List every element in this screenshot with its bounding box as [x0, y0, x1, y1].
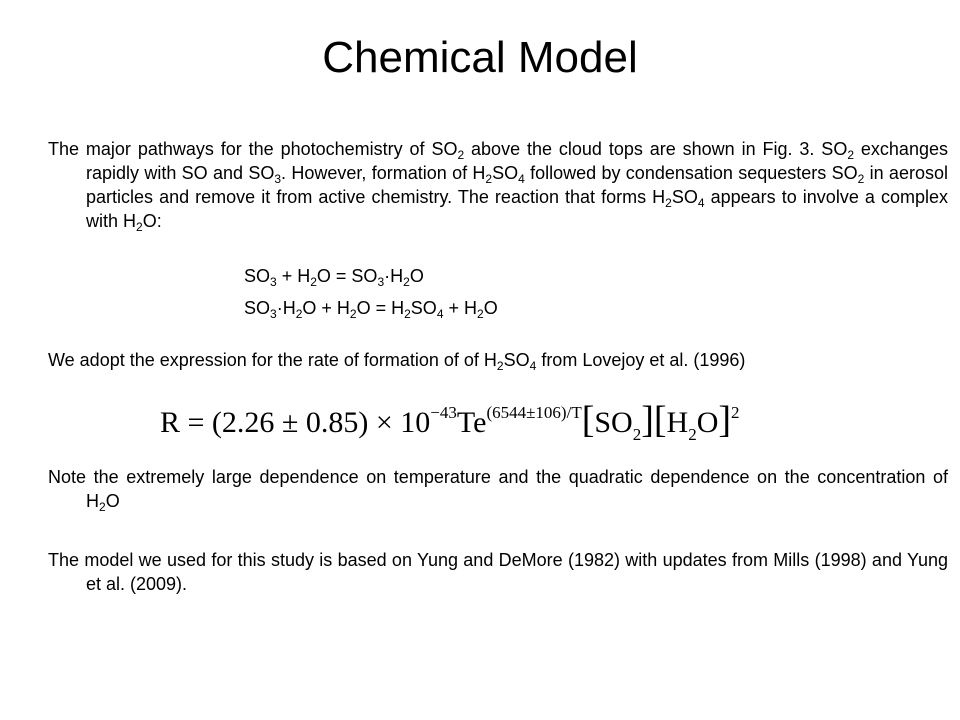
subscript: 2 — [310, 275, 317, 289]
subscript: 2 — [99, 500, 106, 514]
bracket: [ — [653, 399, 667, 441]
formula-te: Te — [456, 406, 487, 439]
text: + H — [443, 298, 478, 318]
subscript: 2 — [136, 220, 143, 234]
text: We adopt the expression for the rate of formation of of H — [48, 350, 497, 370]
subscript: 4 — [529, 359, 537, 373]
text: ·H — [384, 266, 404, 286]
text: The model we used for this study is based on Yung and DeMore (1982) with updates from Mills (1998) and Yung et al. (2009). — [48, 550, 948, 594]
slide-title: Chemical Model — [322, 33, 638, 82]
subscript: 2 — [477, 307, 484, 321]
paragraph-model-source — [48, 548, 948, 596]
text: from Lovejoy et al. (1996) — [536, 350, 746, 370]
text: SO — [244, 266, 271, 286]
reaction-equation-1 — [244, 264, 424, 288]
text: SO — [492, 163, 519, 183]
subscript: 3 — [377, 275, 385, 289]
text: The major pathways for the photochemistry of SO — [48, 139, 458, 159]
subscript: 2 — [857, 172, 865, 186]
subscript: 2 — [485, 172, 493, 186]
paragraph-pathways — [48, 137, 948, 233]
text: O = SO — [316, 266, 378, 286]
text: O: — [142, 211, 162, 231]
text: O — [409, 266, 424, 286]
text: O + H — [302, 298, 350, 318]
bracket: [ — [581, 399, 595, 441]
subscript: 3 — [270, 275, 277, 289]
formula-exponent: (6544±106)/T — [486, 403, 582, 422]
formula-so: SO — [594, 406, 633, 439]
subscript: 2 — [847, 148, 855, 162]
text: O = H — [356, 298, 405, 318]
text: . However, formation of H — [281, 163, 486, 183]
text: SO — [244, 298, 271, 318]
subscript: 2 — [496, 359, 504, 373]
subscript: 2 — [632, 425, 642, 444]
reaction-equation-2 — [244, 296, 498, 320]
subscript: 2 — [457, 148, 465, 162]
text: O — [483, 298, 498, 318]
text: SO — [410, 298, 437, 318]
text: in aerosol particles and remove it from active chemistry. The reaction that forms H — [86, 163, 948, 207]
formula-exponent: −43 — [430, 403, 457, 422]
formula-h: H — [666, 406, 689, 439]
text: appears to involve a complex with H — [86, 187, 948, 231]
rate-formula — [160, 395, 740, 445]
subscript: 4 — [436, 307, 444, 321]
text: above the cloud tops are shown in Fig. 3. SO — [464, 139, 848, 159]
formula-o: O — [696, 406, 719, 439]
subscript: 2 — [688, 425, 697, 444]
subscript: 4 — [518, 172, 525, 186]
subscript: 3 — [270, 307, 277, 321]
text: Note the extremely large dependence on temperature and the quadratic dependence on the concentration of H — [48, 467, 948, 511]
subscript: 2 — [349, 307, 357, 321]
bracket: ] — [718, 399, 732, 441]
text: + H — [276, 266, 311, 286]
text: exchanges rapidly with SO and SO — [86, 139, 948, 183]
subscript: 2 — [404, 307, 411, 321]
text: SO — [671, 187, 698, 207]
paragraph-rate-expression — [48, 348, 948, 372]
subscript: 3 — [274, 172, 282, 186]
subscript: 2 — [403, 275, 410, 289]
subscript: 4 — [697, 196, 705, 210]
formula-lhs: R = (2.26 ± 0.85) × 10 — [160, 406, 431, 439]
formula-exponent: 2 — [731, 403, 740, 422]
text: ·H — [276, 298, 296, 318]
paragraph-temperature-note — [48, 465, 948, 513]
subscript: 2 — [295, 307, 303, 321]
bracket: ] — [641, 399, 654, 441]
text: O — [105, 491, 120, 511]
text: followed by condensation sequesters SO — [524, 163, 858, 183]
subscript: 2 — [665, 196, 672, 210]
text: SO — [503, 350, 530, 370]
